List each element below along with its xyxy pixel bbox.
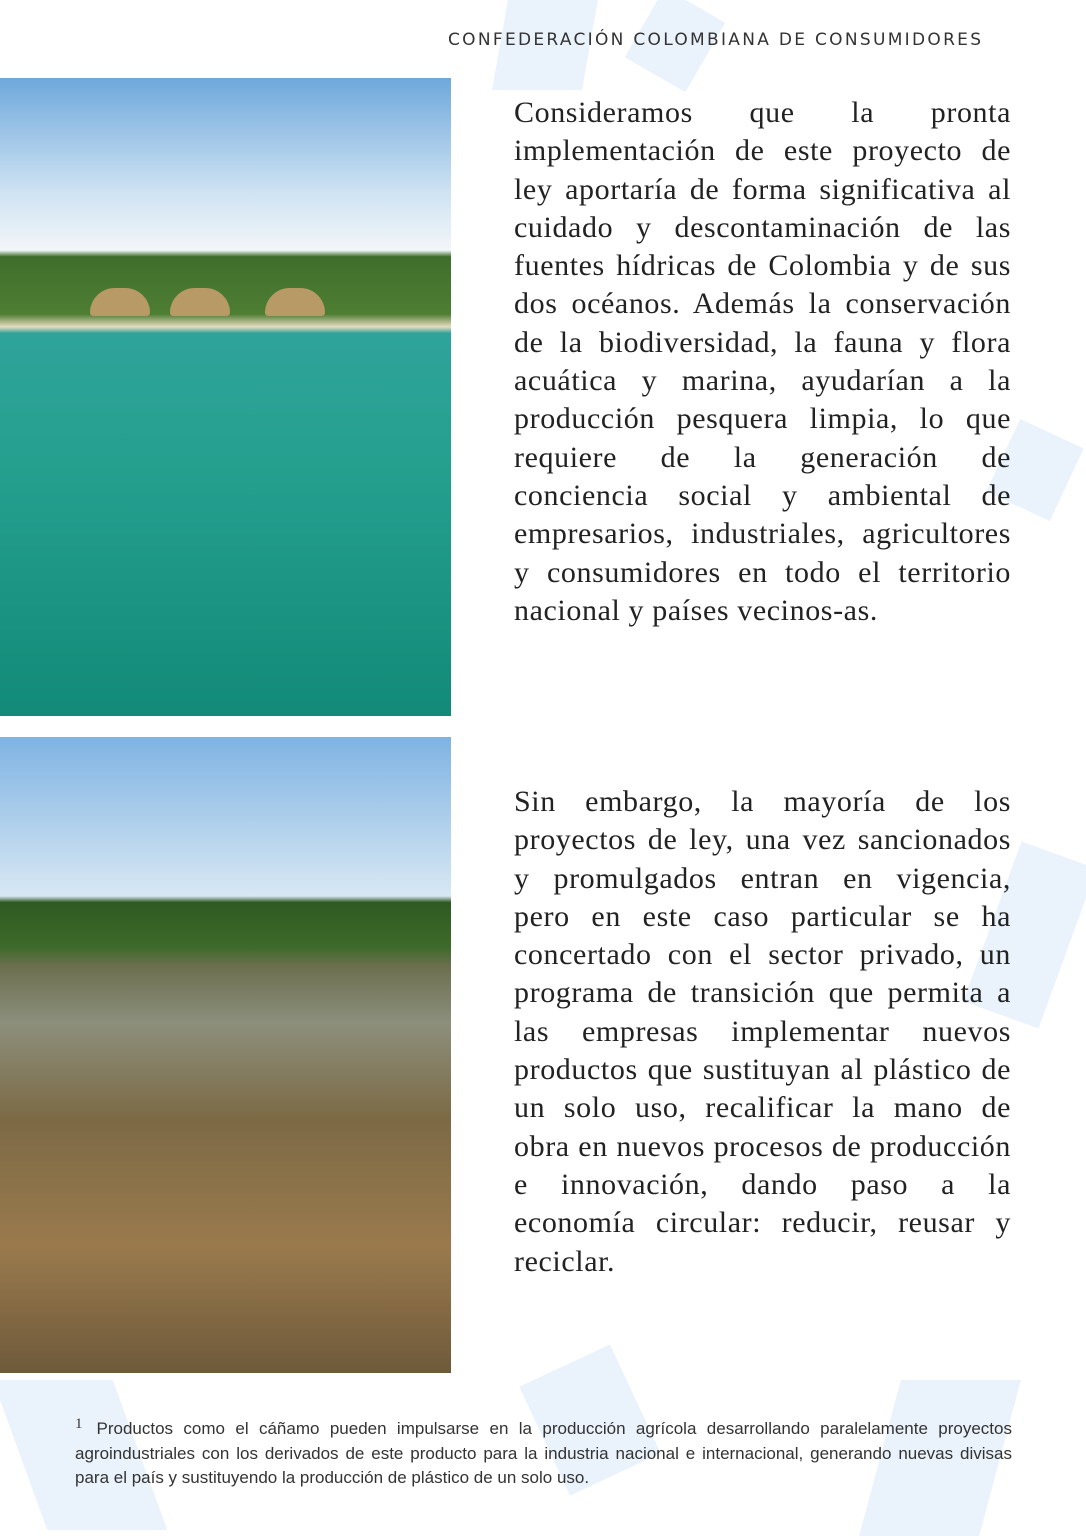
- footnote-text: Productos como el cáñamo pueden impulsarse en la producción agrícola desarrollando paralelamente proyectos agroindustriales con los derivados de este producto para la industria nacional e internacional, generando nuevas divisas para el país y sustituyendo la producción de plástico de un solo uso.: [75, 1419, 1012, 1487]
- river-forest-reflection-photo: [0, 737, 451, 1373]
- footnote: [75, 1412, 1012, 1491]
- body-paragraph: Sin embargo, la mayoría de los proyectos de ley, una vez sancionados y promulgados entran en vigencia, pero en este caso particular se ha concertado con el sector privado, un programa de transición que permita a las empresas implementar nuevos productos que sustituyan al plástico de un solo uso, recalificar la mano de obra en nuevos procesos de producción e innovación, dando paso a la economía circular: reducir, reusar y reciclar.: [514, 785, 1011, 1278]
- beach-huts-turquoise-water-photo: [0, 78, 451, 716]
- hut: [170, 288, 230, 316]
- hut: [265, 288, 325, 316]
- organization-header: CONFEDERACIÓN COLOMBIANA DE CONSUMIDORES: [448, 30, 984, 50]
- footnote-number: 1: [75, 1416, 83, 1432]
- body-paragraph: Consideramos que la pronta implementación de este proyecto de ley aportaría de forma significativa al cuidado y descontaminación de las fuentes hídricas de Colombia y de sus dos océanos. Además la conservación de la biodiversidad, la fauna y flora acuática y marina, ayudarían a la producción pesquera limpia, lo que requiere de la generación de conciencia social y ambiental de empresarios, industriales, agricultores y consumidores en todo el territorio nacional y países vecinos-as.: [514, 96, 1011, 627]
- hut: [90, 288, 150, 316]
